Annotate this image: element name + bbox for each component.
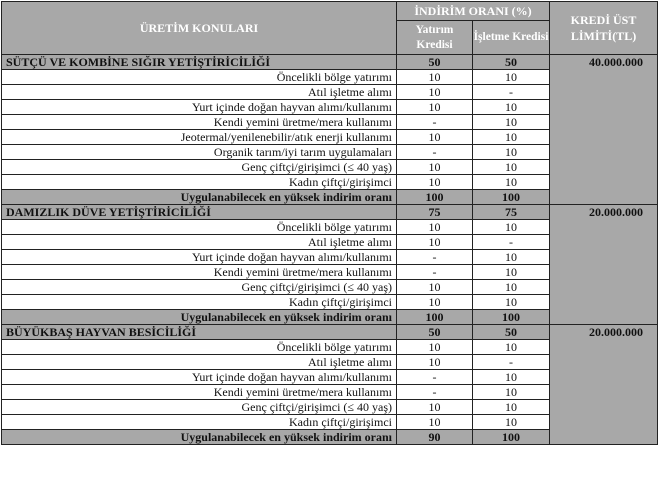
investment-value: -	[397, 385, 473, 400]
operating-value: 10	[473, 160, 550, 175]
operating-value: 10	[473, 280, 550, 295]
criterion-label: Kendi yemini üretme/mera kullanımı	[2, 385, 397, 400]
section-operating-rate: 75	[473, 205, 550, 220]
total-investment: 100	[397, 190, 473, 205]
operating-value: -	[473, 355, 550, 370]
operating-value: 10	[473, 250, 550, 265]
section-title: SÜTÇÜ VE KOMBİNE SIĞIR YETİŞTİRİCİLİĞİ	[2, 55, 397, 70]
criterion-label: Genç çiftçi/girişimci (≤ 40 yaş)	[2, 400, 397, 415]
total-operating: 100	[473, 310, 550, 325]
section-header-row	[2, 325, 658, 340]
total-label: Uygulanabilecek en yüksek indirim oranı	[2, 310, 397, 325]
operating-value: 10	[473, 400, 550, 415]
credit-limit-header: KREDİ ÜST LİMİTİ(TL)	[550, 2, 658, 55]
discount-rate-header: İNDİRİM ORANI (%)	[397, 2, 550, 21]
criterion-label: Yurt içinde doğan hayvan alımı/kullanımı	[2, 370, 397, 385]
criterion-label: Kendi yemini üretme/mera kullanımı	[2, 265, 397, 280]
total-operating: 100	[473, 430, 550, 445]
investment-value: 10	[397, 100, 473, 115]
total-investment: 90	[397, 430, 473, 445]
operating-value: 10	[473, 115, 550, 130]
section-header-row	[2, 55, 658, 70]
table-body	[2, 55, 658, 445]
criterion-label: Atıl işletme alımı	[2, 85, 397, 100]
discount-rate-table	[1, 1, 658, 445]
investment-value: 10	[397, 295, 473, 310]
section-operating-rate: 50	[473, 55, 550, 70]
topics-header: ÜRETİM KONULARI	[2, 2, 397, 55]
criterion-label: Öncelikli bölge yatırımı	[2, 70, 397, 85]
section-investment-rate: 75	[397, 205, 473, 220]
investment-value: -	[397, 145, 473, 160]
criterion-label: Genç çiftçi/girişimci (≤ 40 yaş)	[2, 160, 397, 175]
investment-value: 10	[397, 415, 473, 430]
criterion-label: Yurt içinde doğan hayvan alımı/kullanımı	[2, 100, 397, 115]
section-credit-limit: 20.000.000	[550, 325, 658, 445]
criterion-label: Öncelikli bölge yatırımı	[2, 220, 397, 235]
investment-value: 10	[397, 400, 473, 415]
investment-value: 10	[397, 160, 473, 175]
operating-value: 10	[473, 340, 550, 355]
criterion-label: Organik tarım/iyi tarım uygulamaları	[2, 145, 397, 160]
section-title: BÜYÜKBAŞ HAYVAN BESİCİLİĞİ	[2, 325, 397, 340]
criterion-label: Kadın çiftçi/girişimci	[2, 415, 397, 430]
operating-value: 10	[473, 265, 550, 280]
criterion-label: Atıl işletme alımı	[2, 235, 397, 250]
criterion-label: Yurt içinde doğan hayvan alımı/kullanımı	[2, 250, 397, 265]
operating-value: 10	[473, 100, 550, 115]
criterion-label: Kadın çiftçi/girişimci	[2, 295, 397, 310]
operating-value: -	[473, 235, 550, 250]
operating-value: 10	[473, 295, 550, 310]
section-investment-rate: 50	[397, 325, 473, 340]
criterion-label: Kendi yemini üretme/mera kullanımı	[2, 115, 397, 130]
investment-value: 10	[397, 85, 473, 100]
operating-value: 10	[473, 175, 550, 190]
investment-value: 10	[397, 175, 473, 190]
criterion-label: Öncelikli bölge yatırımı	[2, 340, 397, 355]
investment-credit-header: Yatırım Kredisi	[397, 21, 473, 55]
operating-value: 10	[473, 370, 550, 385]
investment-value: 10	[397, 280, 473, 295]
section-credit-limit: 40.000.000	[550, 55, 658, 205]
criterion-label: Atıl işletme alımı	[2, 355, 397, 370]
investment-value: -	[397, 250, 473, 265]
investment-value: 10	[397, 130, 473, 145]
investment-value: -	[397, 265, 473, 280]
operating-value: 10	[473, 145, 550, 160]
section-title: DAMIZLIK DÜVE YETİŞTİRİCİLİĞİ	[2, 205, 397, 220]
investment-value: 10	[397, 70, 473, 85]
operating-value: 10	[473, 130, 550, 145]
section-investment-rate: 50	[397, 55, 473, 70]
investment-value: 10	[397, 340, 473, 355]
investment-value: -	[397, 370, 473, 385]
investment-value: -	[397, 115, 473, 130]
total-investment: 100	[397, 310, 473, 325]
criterion-label: Genç çiftçi/girişimci (≤ 40 yaş)	[2, 280, 397, 295]
operating-value: 10	[473, 220, 550, 235]
criterion-label: Kadın çiftçi/girişimci	[2, 175, 397, 190]
operating-value: -	[473, 85, 550, 100]
section-operating-rate: 50	[473, 325, 550, 340]
section-header-row	[2, 205, 658, 220]
criterion-label: Jeotermal/yenilenebilir/atık enerji kullanımı	[2, 130, 397, 145]
total-operating: 100	[473, 190, 550, 205]
operating-value: 10	[473, 70, 550, 85]
investment-value: 10	[397, 235, 473, 250]
operating-credit-header: İşletme Kredisi	[473, 21, 550, 55]
operating-value: 10	[473, 385, 550, 400]
section-credit-limit: 20.000.000	[550, 205, 658, 325]
total-label: Uygulanabilecek en yüksek indirim oranı	[2, 430, 397, 445]
total-label: Uygulanabilecek en yüksek indirim oranı	[2, 190, 397, 205]
investment-value: 10	[397, 355, 473, 370]
investment-value: 10	[397, 220, 473, 235]
operating-value: 10	[473, 415, 550, 430]
